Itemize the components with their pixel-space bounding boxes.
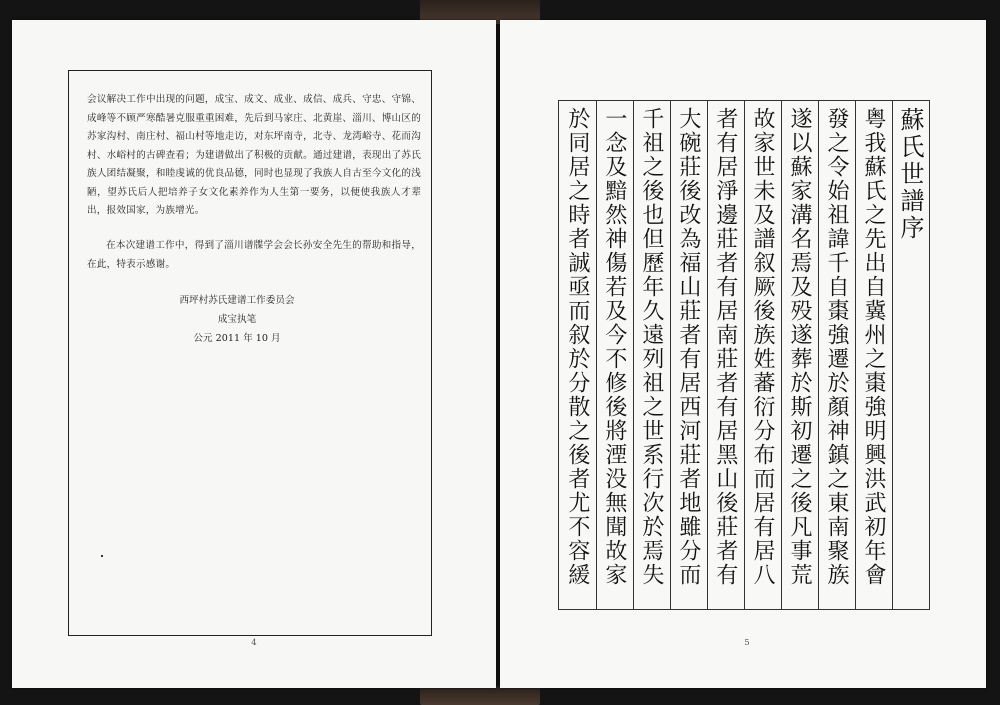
- text-frame: [68, 70, 432, 636]
- manuscript-grid: [558, 100, 930, 610]
- left-page: [12, 20, 496, 688]
- manuscript-column: 故家世未及譜叙厥後族姓蕃衍分布而居有居八: [744, 101, 781, 609]
- signature-date: 公元 2011 年 10 月: [193, 333, 281, 344]
- page-number-right: 5: [744, 638, 750, 648]
- signature-organization: 西坪村苏氏建谱工作委员会: [179, 295, 295, 306]
- paragraph-work-summary: 会议解决工作中出现的问题，成宝、成文、成业、成信、成兵、守忠、守锦、成峰等不顾严寒酷暑克服重重困难，先后到马家庄、北黄崖、淄川、博山区的苏家沟村、南庄村、福山村等地走访，对东坪南寺，北寺、龙湾峪寺、花而沟村、水峪村的古碑查看；为建谱做出了积极的贡献。通过建谱，表现出了苏氏族人团结凝聚，和睦虔诚的优良品德，同时也显现了我族人自古至今文化的浅陋，望苏氏后人把培养子女文化素养作为人生第一要务，以便使我族人才辈出，报效国家，为族增光。: [87, 94, 421, 216]
- manuscript-column: 發之令始祖諱千自棗強遷於顏神鎮之東南聚族: [818, 101, 855, 609]
- page-number-left: 4: [251, 638, 257, 648]
- manuscript-column: 一念及黯然神傷若及今不修後將湮没無聞故家: [596, 101, 633, 609]
- manuscript-column: 於同居之時者誠亟而叙於分散之後者尤不容緩: [564, 107, 590, 587]
- paragraph-acknowledgement: 在本次建谱工作中，得到了淄川谱牒学会会长孙安全先生的帮助和指导，在此，特表示感谢。: [87, 240, 421, 270]
- ink-speck: [101, 555, 103, 557]
- manuscript-title: 蘇氏世譜序: [892, 101, 929, 609]
- right-page: [500, 20, 986, 688]
- book-binding-bottom: [420, 686, 540, 705]
- manuscript-column: 大碗莊後改為福山莊者有居西河莊者地雖分而: [670, 101, 707, 609]
- signature-author: 成宝执笔: [217, 314, 257, 325]
- manuscript-column: 千祖之後也但歷年久遠列祖之世系行次於焉失: [633, 101, 670, 609]
- manuscript-column: 粤我蘇氏之先出自冀州之棗強明興洪武初年會: [855, 101, 892, 609]
- manuscript-column: 者有居淨邊莊者有居南莊者有居黑山後莊者有: [707, 101, 744, 609]
- manuscript-column: 遂以蘇家溝名焉及殁遂葬於斯初遷之後凡事荒: [781, 101, 818, 609]
